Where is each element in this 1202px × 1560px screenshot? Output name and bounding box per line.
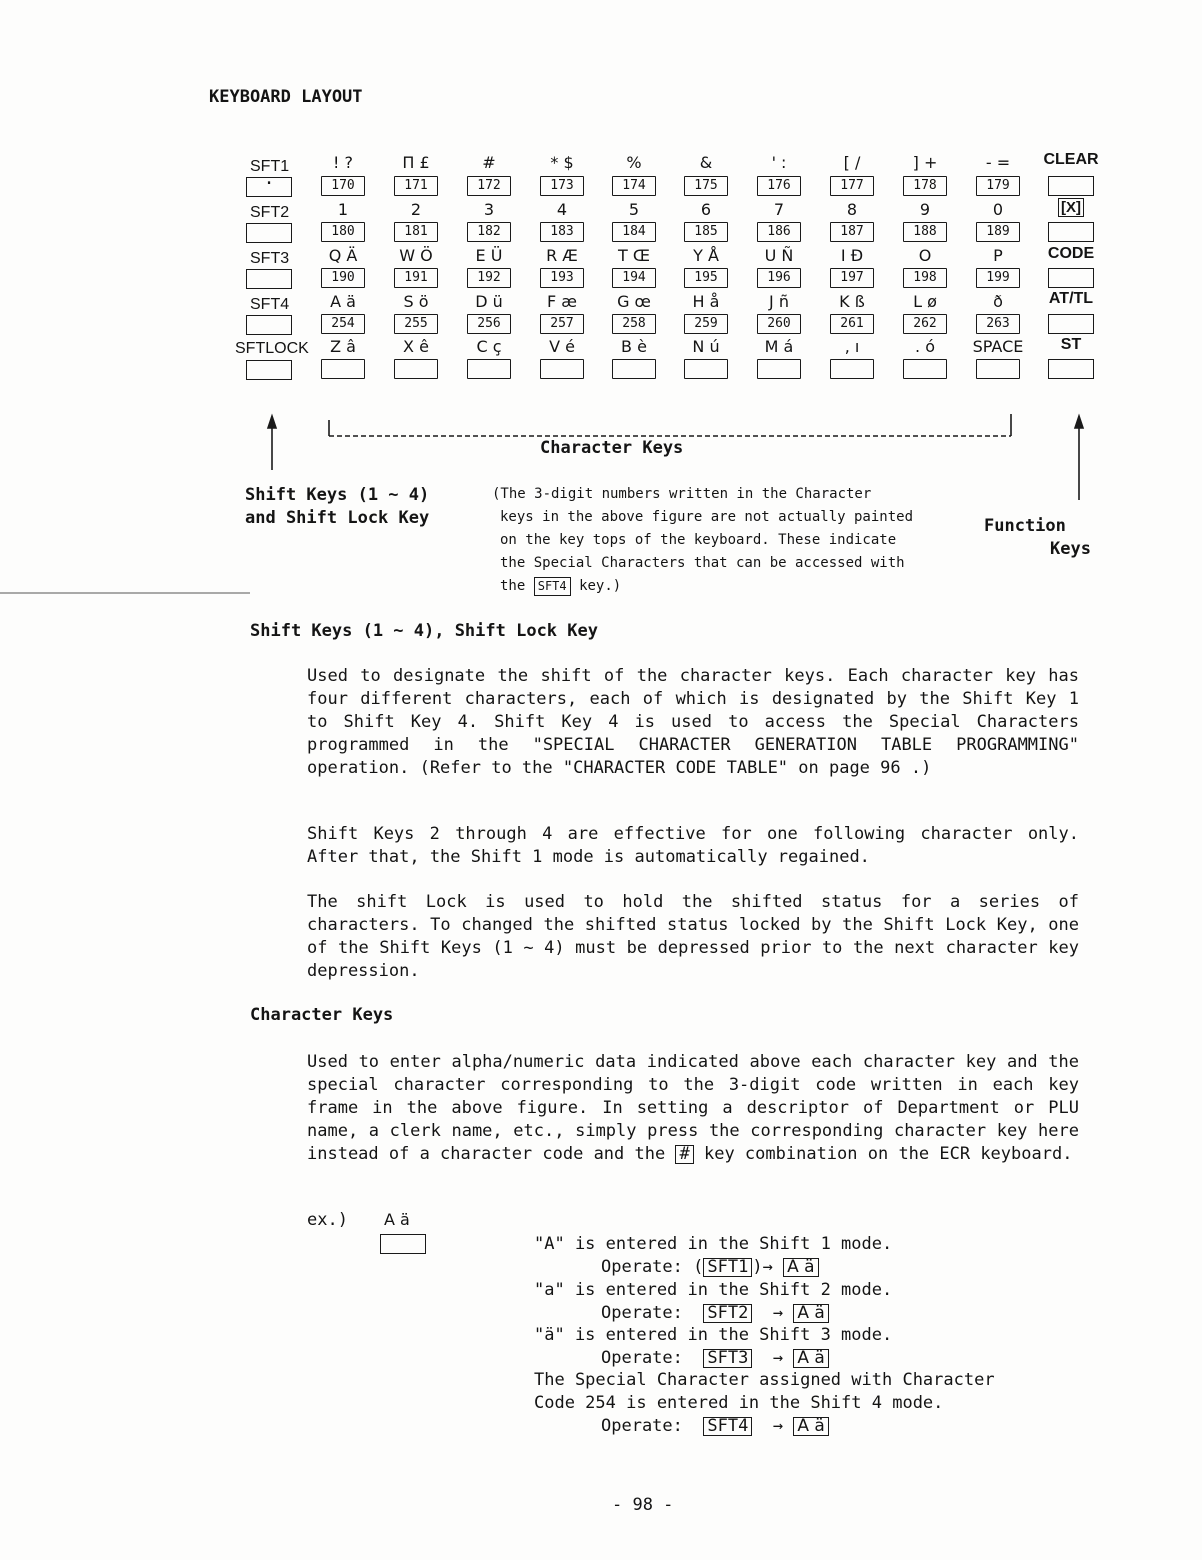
shift-key-label: SFT2 xyxy=(250,204,290,221)
key-legend: Q Ä xyxy=(328,246,358,265)
key-legend: O xyxy=(918,246,932,265)
key-legend: D ü xyxy=(475,292,503,311)
operate-label: Operate: xyxy=(601,1416,683,1436)
shift-key-label: SFT3 xyxy=(250,250,290,267)
note-line-5-post: key.) xyxy=(579,578,622,594)
a-umlaut-key: A ä xyxy=(783,1258,818,1277)
function-key-label: AT/TL xyxy=(1048,290,1094,307)
key-legend: * $ xyxy=(550,153,574,172)
key-legend: V é xyxy=(549,337,575,356)
hash-key: # xyxy=(675,1145,693,1164)
key-legend: 0 xyxy=(992,200,1004,219)
character-keys-caption: Character Keys xyxy=(540,438,684,458)
key-legend: 4 xyxy=(556,200,568,219)
function-key-label: ST xyxy=(1060,336,1082,353)
section-heading-character-keys: Character Keys xyxy=(250,1005,394,1025)
character-key: 187 xyxy=(830,222,874,242)
character-key: 194 xyxy=(612,268,656,288)
note-line-5-pre: the xyxy=(500,578,526,594)
key-legend: . ó xyxy=(915,337,935,356)
character-key: 184 xyxy=(612,222,656,242)
example-line-2: "a" is entered in the Shift 2 mode. xyxy=(534,1280,893,1300)
paragraph-character-keys-tail: key combination on the ECR keyboard. xyxy=(703,1144,1073,1164)
shift-keys-caption-line1: Shift Keys (1 ~ 4) xyxy=(245,485,430,505)
paragraph-character-keys xyxy=(307,1051,1079,1166)
character-key: 195 xyxy=(684,268,728,288)
character-key: 258 xyxy=(612,314,656,334)
key-legend: 3 xyxy=(483,200,495,219)
key-legend: W Ö xyxy=(399,246,433,265)
key-legend: T Œ xyxy=(618,246,650,265)
function-keys-caption-line2: Keys xyxy=(1050,539,1091,559)
section-heading-shift-keys: Shift Keys (1 ~ 4), Shift Lock Key xyxy=(250,621,598,641)
character-key: 179 xyxy=(976,176,1020,196)
key-legend: - = xyxy=(985,153,1011,172)
function-key-label: CODE xyxy=(1047,245,1095,262)
key-legend: N ú xyxy=(692,337,720,356)
character-key: 191 xyxy=(394,268,438,288)
character-key: 178 xyxy=(903,176,947,196)
note-line-2: keys in the above figure are not actually painted xyxy=(500,509,914,525)
key-legend: M á xyxy=(764,337,794,356)
key-legend: 2 xyxy=(410,200,422,219)
character-key: 186 xyxy=(757,222,801,242)
character-key: 263 xyxy=(976,314,1020,334)
key-legend: Π £ xyxy=(402,153,430,172)
operate-label: Operate: xyxy=(601,1303,683,1323)
key-legend: A ä xyxy=(330,292,356,311)
character-key: 198 xyxy=(903,268,947,288)
character-key: 180 xyxy=(321,222,365,242)
shift-key: · xyxy=(246,177,292,197)
key-legend: U Ñ xyxy=(764,246,794,265)
shift-key-label: SFT4 xyxy=(250,296,290,313)
note-sft4-key: SFT4 xyxy=(534,577,571,596)
key-legend: 9 xyxy=(919,200,931,219)
example-operate-3 xyxy=(601,1347,829,1370)
key-legend: Y Å xyxy=(693,246,719,265)
key-legend: S ö xyxy=(403,292,429,311)
paragraph-shift-lock: The shift Lock is used to hold the shifted status for a series of characters. To changed the shifted status locked by the Shift Lock Key, one of the Shift Keys (1 ~ 4) must be depressed prior to the next character key depression. xyxy=(307,892,1079,981)
key-legend: % xyxy=(626,153,642,172)
character-key: 182 xyxy=(467,222,511,242)
example-line-3: "ä" is entered in the Shift 3 mode. xyxy=(534,1325,893,1345)
character-key: 254 xyxy=(321,314,365,334)
arrow: → xyxy=(772,1303,784,1323)
character-key: 183 xyxy=(540,222,584,242)
key-legend: J ñ xyxy=(769,292,789,311)
arrow: → xyxy=(762,1257,773,1277)
a-umlaut-key: A ä xyxy=(793,1349,828,1368)
example-line-1: "A" is entered in the Shift 1 mode. xyxy=(534,1234,893,1254)
a-umlaut-key: A ä xyxy=(793,1304,828,1323)
key-legend: F æ xyxy=(547,292,577,311)
character-key: 176 xyxy=(757,176,801,196)
a-umlaut-key: A ä xyxy=(793,1417,828,1436)
key-legend: 7 xyxy=(773,200,785,219)
key-legend: 5 xyxy=(628,200,640,219)
sft2-key: SFT2 xyxy=(703,1304,752,1323)
character-key: 193 xyxy=(540,268,584,288)
character-key: 173 xyxy=(540,176,584,196)
character-key: 197 xyxy=(830,268,874,288)
character-key: 261 xyxy=(830,314,874,334)
key-legend: , ı xyxy=(844,337,860,356)
character-key: 192 xyxy=(467,268,511,288)
key-legend: 6 xyxy=(700,200,712,219)
paragraph-shift-keys-2: Shift Keys 2 through 4 are effective for one following character only. After that, the Shift 1 mode is automatically regained. xyxy=(307,824,1079,867)
example-line-4: The Special Character assigned with Character xyxy=(534,1370,995,1390)
key-legend: 8 xyxy=(846,200,858,219)
key-legend: [ / xyxy=(843,153,861,172)
key-legend: # xyxy=(482,153,496,172)
character-key: 260 xyxy=(757,314,801,334)
shift-keys-arrowhead xyxy=(268,416,276,428)
key-legend: X ê xyxy=(403,337,429,356)
key-legend: K ß xyxy=(839,292,865,311)
note-line-4: the Special Characters that can be accessed with xyxy=(500,555,905,571)
character-key: 189 xyxy=(976,222,1020,242)
key-legend: P xyxy=(993,246,1003,265)
page-title: KEYBOARD LAYOUT xyxy=(209,87,363,107)
key-legend: 1 xyxy=(337,200,349,219)
example-operate-4 xyxy=(601,1415,829,1438)
key-legend: ' : xyxy=(771,153,787,172)
key-legend: C ç xyxy=(476,337,502,356)
shift-key-label: SFT1 xyxy=(250,158,290,175)
paragraph-character-keys-text: Used to enter alpha/numeric data indicated above each character key and the special character corresponding to the 3-digit code written in each key frame in the above figure. In setting a descriptor of Department or PLU name, a clerk name, etc., simply press the corresponding character key here instead of a character code and the xyxy=(307,1052,1079,1164)
character-key: 181 xyxy=(394,222,438,242)
operate-label: Operate: xyxy=(601,1348,683,1368)
key-legend: SPACE xyxy=(972,337,1024,356)
key-legend: R Æ xyxy=(546,246,578,265)
page-number: - 98 - xyxy=(612,1495,674,1515)
key-legend: H å xyxy=(692,292,720,311)
note-line-3: on the key tops of the keyboard. These indicate xyxy=(500,532,897,548)
key-legend: E Ü xyxy=(475,246,503,265)
key-legend: G œ xyxy=(617,292,651,311)
example-line-5: Code 254 is entered in the Shift 4 mode. xyxy=(534,1393,944,1413)
character-key: 175 xyxy=(684,176,728,196)
shift-keys-caption-line2: and Shift Lock Key xyxy=(245,508,430,528)
character-key: 256 xyxy=(467,314,511,334)
key-legend: & xyxy=(699,153,713,172)
sft1-key: SFT1 xyxy=(703,1258,752,1277)
function-keys-caption-line1: Function xyxy=(984,516,1066,536)
sft3-key: SFT3 xyxy=(703,1349,752,1368)
character-key: 255 xyxy=(394,314,438,334)
function-keys-arrowhead xyxy=(1075,416,1083,428)
character-key: 257 xyxy=(540,314,584,334)
example-key xyxy=(380,1234,426,1254)
example-operate-1: Operate: ( SFT1 )→ A ä xyxy=(601,1256,819,1279)
character-key: 174 xyxy=(612,176,656,196)
character-key: 199 xyxy=(976,268,1020,288)
operate-label: Operate: xyxy=(601,1257,683,1277)
paragraph-shift-keys-1: Used to designate the shift of the character keys. Each character key has four different characters, each of which is designated by the Shift Key 1 to Shift Key 4. Shift Key 4 is used to access the Special Characters programmed in the "SPECIAL CHARACTER GENERATION TABLE PROGRAMMING" operation. (Refer to the "CHARACTER CODE TABLE" on page 96 .) xyxy=(307,666,1079,778)
example-key-chars: A ä xyxy=(384,1210,410,1229)
key-legend: ] + xyxy=(912,153,938,172)
shift-key-label: SFTLOCK xyxy=(235,340,309,357)
character-key: 172 xyxy=(467,176,511,196)
character-key: 190 xyxy=(321,268,365,288)
key-legend: Z â xyxy=(330,337,356,356)
character-key: 196 xyxy=(757,268,801,288)
character-key: 262 xyxy=(903,314,947,334)
key-legend: ! ? xyxy=(333,153,353,172)
character-key: 259 xyxy=(684,314,728,334)
function-key-label: CLEAR xyxy=(1043,151,1099,168)
key-legend: B è xyxy=(621,337,647,356)
arrow: → xyxy=(772,1416,784,1436)
example-operate-2 xyxy=(601,1302,829,1325)
character-key: 188 xyxy=(903,222,947,242)
character-key: 171 xyxy=(394,176,438,196)
key-legend: L ø xyxy=(913,292,937,311)
key-legend: ð xyxy=(993,292,1003,311)
character-key: 185 xyxy=(684,222,728,242)
note-line-5 xyxy=(500,575,621,598)
character-key: 177 xyxy=(830,176,874,196)
key-legend: I Ð xyxy=(840,246,864,265)
function-key-label: [X] xyxy=(1058,198,1084,217)
note-line-1: (The 3-digit numbers written in the Character xyxy=(492,486,872,502)
arrow: → xyxy=(772,1348,784,1368)
sft4-key: SFT4 xyxy=(703,1417,752,1436)
character-key: 170 xyxy=(321,176,365,196)
example-label: ex.) xyxy=(307,1210,348,1230)
